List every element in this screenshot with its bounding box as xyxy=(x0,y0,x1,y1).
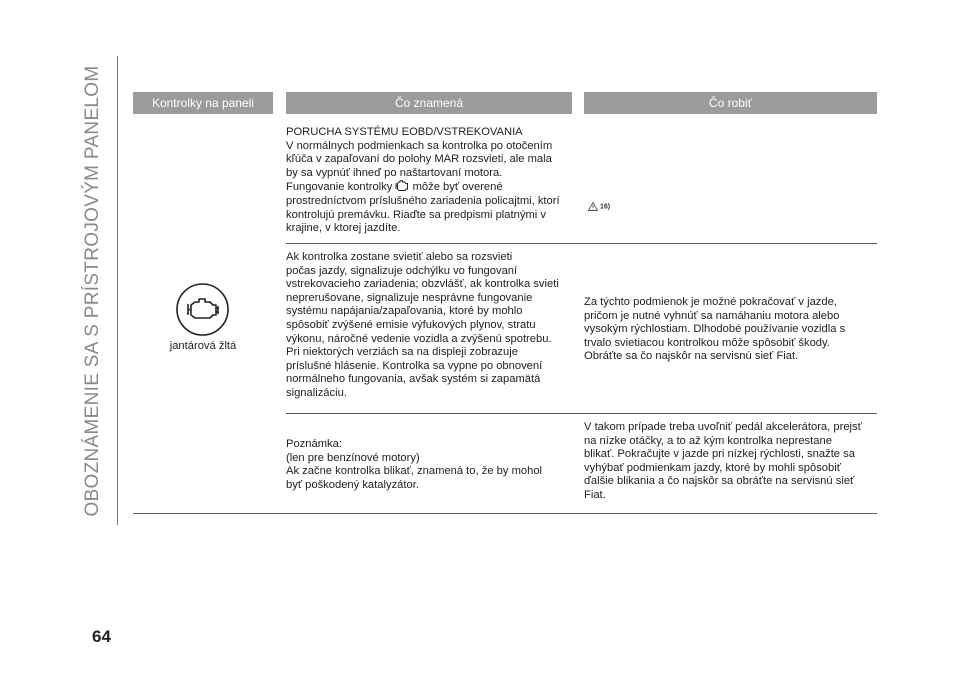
row2-line: normálneho fungovania, avšak systém si zapamätá xyxy=(286,373,541,386)
row2-line: Pri niektorých verziách sa na displeji zobrazuje xyxy=(286,346,518,359)
row2-line: výkonu, náročné vedenie vozidla a zvýšenú spotrebu. xyxy=(286,332,552,345)
row3-line: byť poškodený katalyzátor. xyxy=(286,478,419,491)
section-title-text: OBOZNÁMENIE SA S PRÍSTROJOVÝM PANELOM xyxy=(82,65,103,517)
row2-action-line: vysokým rýchlostiam. Dlhodobé používanie vozidla s xyxy=(584,323,846,336)
row3-line: Ak začne kontrolka blikať, znamená to, že by mohol xyxy=(286,465,543,478)
row2-meaning xyxy=(286,251,559,401)
row2-line: počas jazdy, signalizuje odchýlku vo fungovaní xyxy=(286,264,518,277)
row2-line: systému napájania/zapaľovania, ktoré by mohlo xyxy=(286,305,523,318)
row2-line: neprerušovane, signalizuje nesprávne fungovanie xyxy=(286,291,533,304)
sidebar-section-title xyxy=(82,56,103,526)
row3-line: (len pre benzínové motory) xyxy=(286,451,420,464)
row1-line: V normálnych podmienkach sa kontrolka po otočením xyxy=(286,139,553,152)
warning-triangle-icon xyxy=(588,202,598,211)
row1-line-with-icon: Fungovanie kontrolky môže byť overené xyxy=(286,181,503,194)
row1-line: PORUCHA SYSTÉMU EOBD/VSTREKOVANIA xyxy=(286,126,523,138)
row2-line: signalizáciu. xyxy=(286,386,347,399)
row3-action-line: V takom prípade treba uvoľniť pedál akcelerátora, prejsť xyxy=(584,421,862,433)
row3-action xyxy=(584,421,862,503)
row1-meaning xyxy=(286,126,560,236)
row-separator xyxy=(286,243,877,244)
header-action: Čo robiť xyxy=(584,92,877,114)
row2-line: príslušné hlásenie. Kontrolka sa vypne po obnovení xyxy=(286,359,543,372)
engine-check-icon xyxy=(175,282,230,337)
row2-action-line: pričom je nutné vyhnúť sa namáhaniu motora alebo xyxy=(584,309,840,322)
row1-line: prostredníctvom príslušného zariadenia policajtmi, ktorí xyxy=(286,194,560,207)
sidebar-divider xyxy=(117,56,118,525)
row2-action-line: trvalo svietiacou kontrolkou môže spôsobiť škody. xyxy=(584,336,830,349)
warning-reference-label: 16) xyxy=(599,203,611,211)
row2-action-line: Za týchto podmienok je možné pokračovať v jazde, xyxy=(584,296,837,308)
indicator-color-label: jantárová žltá xyxy=(169,340,237,352)
engine-check-inline-icon xyxy=(395,180,409,191)
row2-action xyxy=(584,296,845,364)
header-indicators: Kontrolky na paneli xyxy=(133,92,273,114)
row3-line: Poznámka: xyxy=(286,438,342,450)
row1-line: kľúča v zapaľovaní do polohy MAR rozsvieti, ale mala xyxy=(286,153,552,166)
row3-action-line: ďalšie blikania a čo najskôr sa obráťte na servisnú sieť xyxy=(584,475,855,488)
table-bottom-rule xyxy=(133,513,877,514)
row3-action-line: na nízke otáčky, a to až kým kontrolka neprestane xyxy=(584,434,832,447)
row2-line: Ak kontrolka zostane svietiť alebo sa rozsvieti xyxy=(286,251,513,263)
header-meaning: Čo znamená xyxy=(286,92,572,114)
row3-action-line: vyhýbať podmienkam jazdy, ktoré by mohli spôsobiť xyxy=(584,461,841,474)
row3-action-line: blikať. Pokračujte v jazde pri nízkej rýchlosti, snažte sa xyxy=(584,448,855,461)
row1-line: kontrolujú premávku. Riaďte sa predpismi platnými v xyxy=(286,208,546,221)
row2-action-line: Obráťte sa čo najskôr na servisnú sieť Fiat. xyxy=(584,350,799,363)
row1-line: by sa vypnúť ihneď po naštartovaní motora. xyxy=(286,166,503,179)
row1-line: krajine, v ktorej jazdíte. xyxy=(286,222,401,235)
row3-action-line: Fiat. xyxy=(584,488,606,501)
row2-line: vstrekovacieho zariadenia; obzvlášť, ak kontrolka svieti xyxy=(286,278,559,291)
row2-line: spôsobiť zvýšené emisie výfukových plynov, stratu xyxy=(286,318,536,331)
row-separator xyxy=(286,413,877,414)
page-number: 64 xyxy=(92,627,111,646)
row3-meaning xyxy=(286,438,542,492)
warning-reference[interactable] xyxy=(588,202,610,211)
